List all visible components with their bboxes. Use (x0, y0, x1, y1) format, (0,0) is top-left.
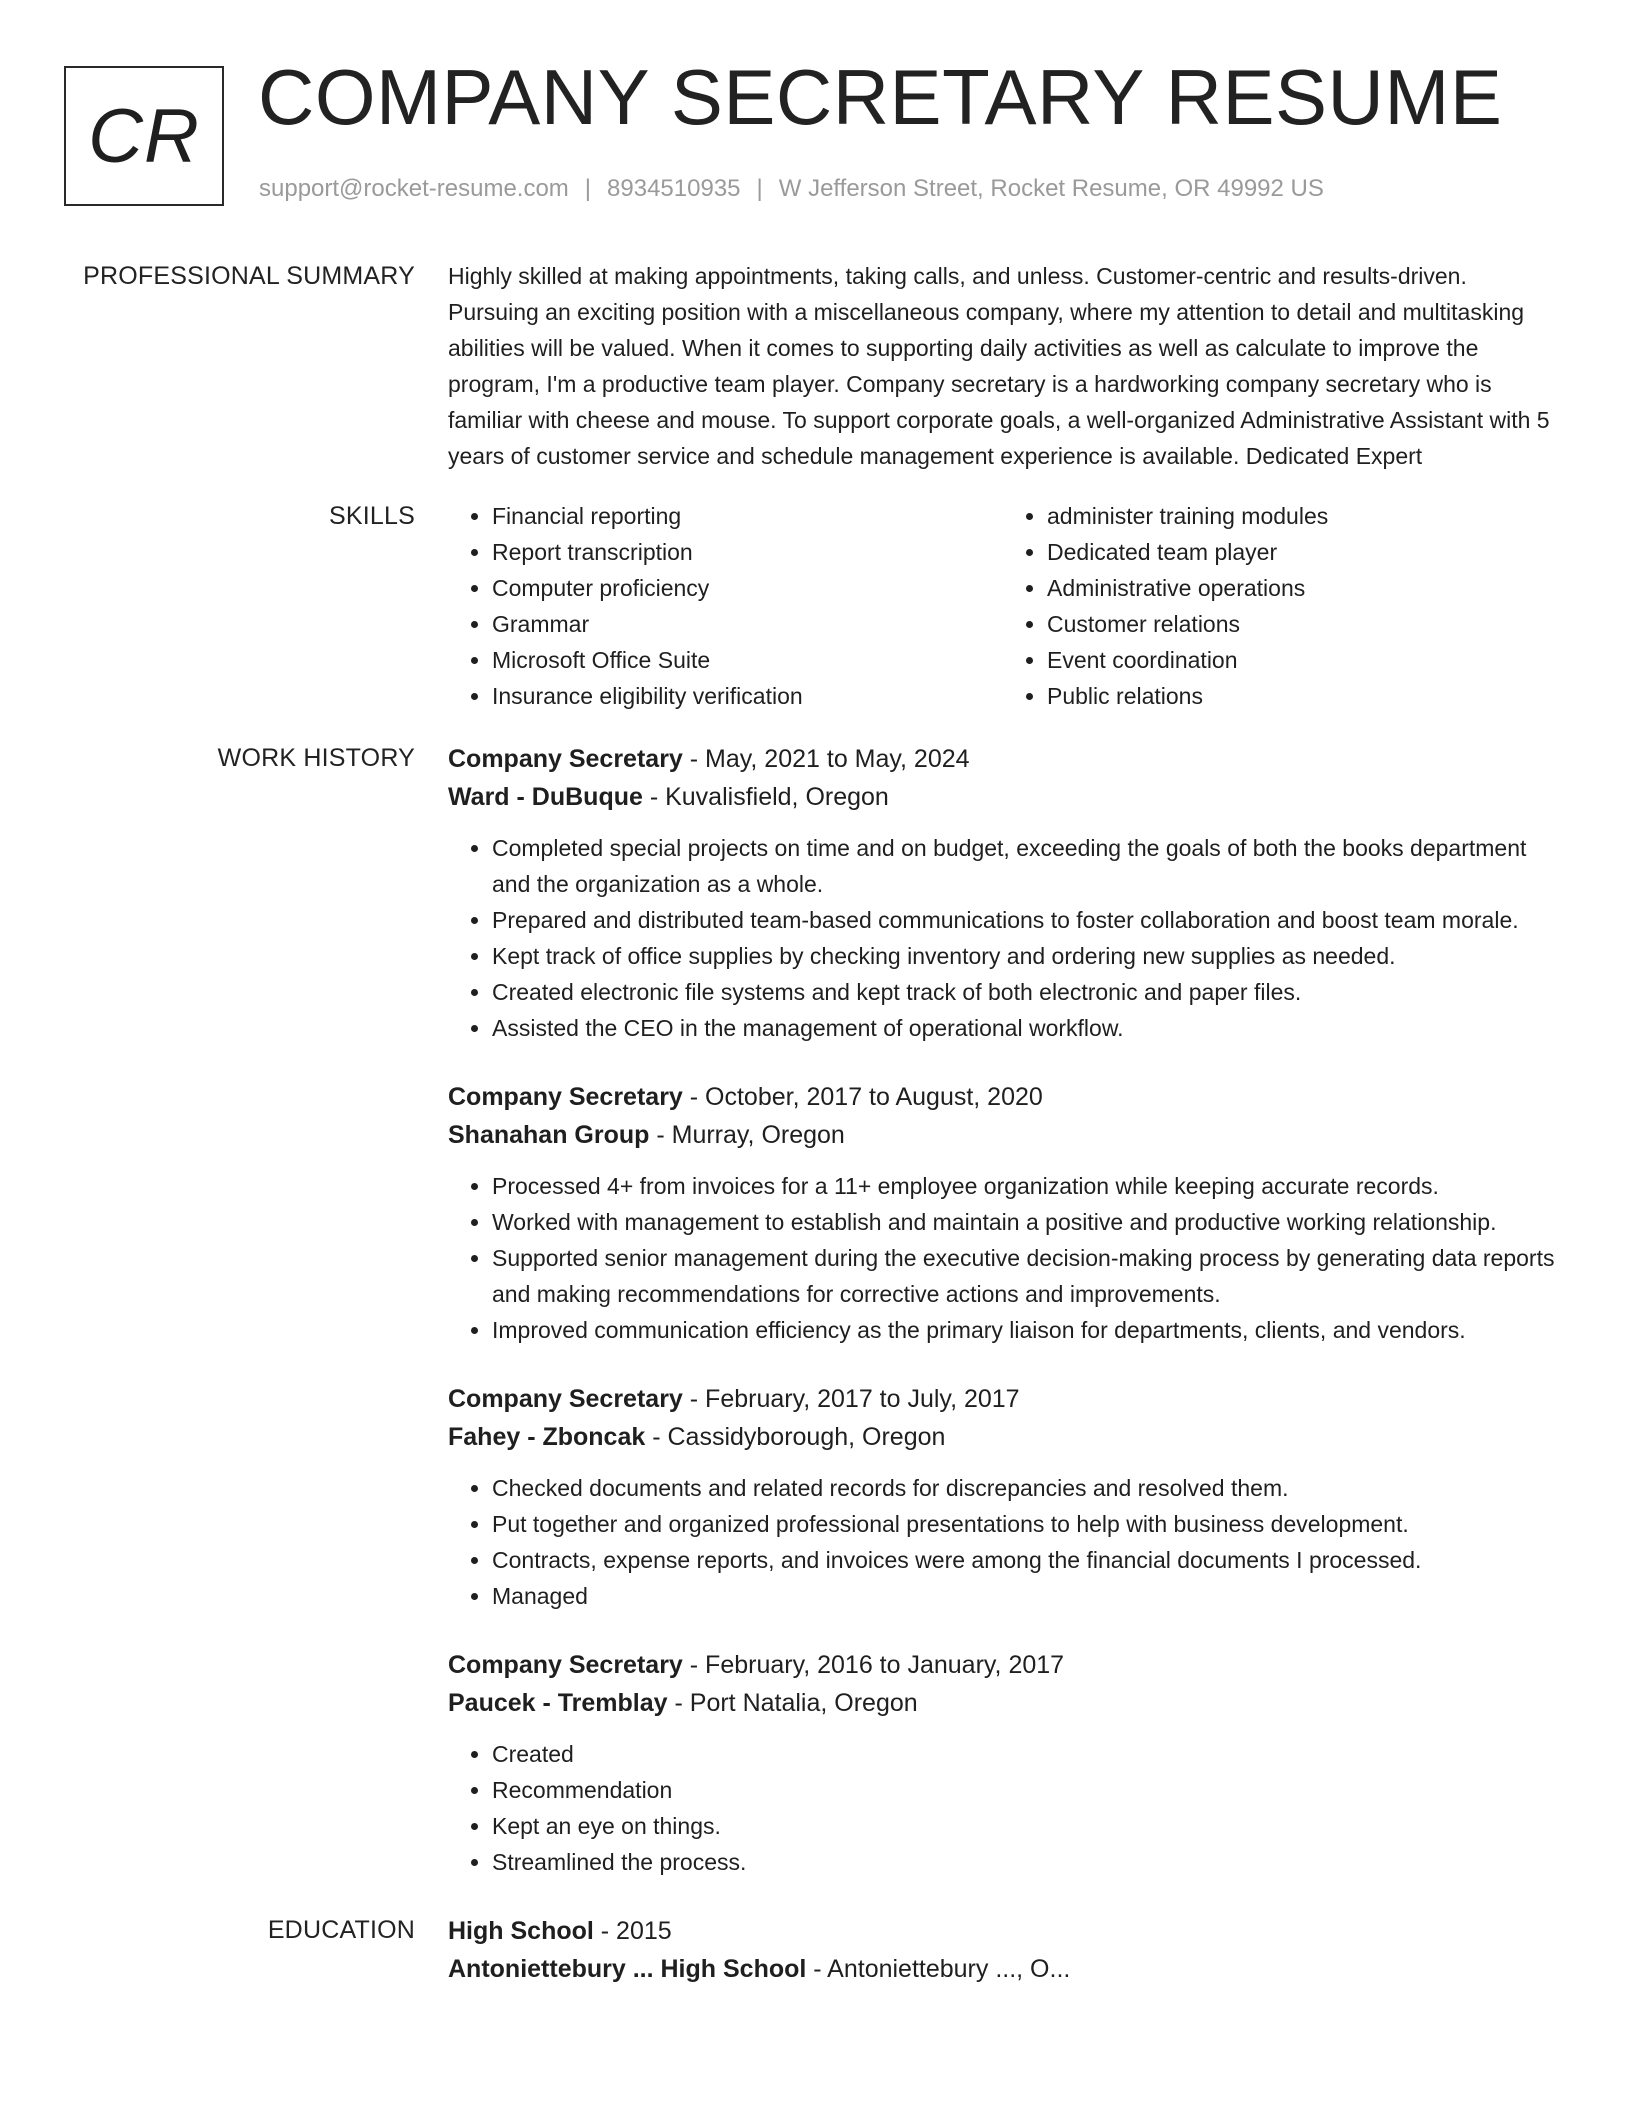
job-bullet: • Contracts, expense reports, and invoices were among the financial documents I processed. (492, 1542, 1558, 1578)
education-degree-line (448, 1912, 1558, 1950)
skills-list-right (1003, 498, 1558, 714)
job-company: Paucek - Tremblay (448, 1689, 668, 1717)
job-bullet: • Processed 4+ from invoices for a 11+ employee organization while keeping accurate records. (492, 1168, 1558, 1204)
education-school: Antoniettebury ... High School (448, 1955, 807, 1983)
job-dates: - October, 2017 to August, 2020 (682, 1083, 1043, 1111)
skill-item: • Insurance eligibility verification (492, 678, 1003, 714)
skill-item: • Event coordination (1047, 642, 1558, 678)
job-bullet: • Kept track of office supplies by checking inventory and ordering new supplies as needed. (492, 938, 1558, 974)
skills-section (0, 498, 1632, 714)
summary-section (0, 258, 1632, 474)
education-location: - Antoniettebury ..., O... (806, 1955, 1071, 1983)
skill-item: • Microsoft Office Suite (492, 642, 1003, 678)
job-company: Fahey - Zboncak (448, 1423, 646, 1451)
skill-item: • Computer proficiency (492, 570, 1003, 606)
skill-item: • Customer relations (1047, 606, 1558, 642)
job-bullets (448, 1736, 1558, 1880)
section-label-education: EDUCATION (267, 1916, 415, 1944)
job-company: Ward - DuBuque (448, 783, 643, 811)
contact-phone: 8934510935 (607, 175, 741, 202)
job-title-line (448, 1646, 1558, 1684)
job-bullet: • Put together and organized professional presentations to help with business development. (492, 1506, 1558, 1542)
job-company-line (448, 1418, 1558, 1456)
job-company-line (448, 1116, 1558, 1154)
contact-separator: | (756, 175, 763, 202)
resume-title: COMPANY SECRETARY RESUME (258, 53, 1503, 141)
job-title-line (448, 1078, 1558, 1116)
work-history-section (0, 740, 1632, 1912)
skill-item: • Grammar (492, 606, 1003, 642)
job-location: - Cassidyborough, Oregon (645, 1423, 946, 1451)
monogram-box (64, 66, 224, 206)
education-section (0, 1912, 1632, 1988)
education-school-line (448, 1950, 1558, 1988)
job-bullet: • Prepared and distributed team-based communications to foster collaboration and boost team morale. (492, 902, 1558, 938)
job-bullet: • Completed special projects on time and on budget, exceeding the goals of both the books department and the organization as a whole. (492, 830, 1558, 902)
education-content (448, 1912, 1558, 1988)
job-entry (448, 1078, 1558, 1348)
job-bullet: • Improved communication efficiency as the primary liaison for departments, clients, and vendors. (492, 1312, 1558, 1348)
job-bullet: • Streamlined the process. (492, 1844, 1558, 1880)
skills-list-left (448, 498, 1003, 714)
job-title-line (448, 1380, 1558, 1418)
skill-item: • Public relations (1047, 678, 1558, 714)
monogram-initials: CR (88, 93, 200, 179)
job-dates: - May, 2021 to May, 2024 (682, 745, 970, 773)
contact-line (259, 175, 1324, 203)
job-title: Company Secretary (448, 1651, 683, 1679)
job-company: Shanahan Group (448, 1121, 650, 1149)
job-bullet: • Worked with management to establish and maintain a positive and productive working relationship. (492, 1204, 1558, 1240)
job-entry (448, 1380, 1558, 1614)
job-location: - Port Natalia, Oregon (667, 1689, 918, 1717)
job-title-line (448, 740, 1558, 778)
job-company-line (448, 1684, 1558, 1722)
job-bullets (448, 1470, 1558, 1614)
job-title: Company Secretary (448, 745, 683, 773)
summary-text: Highly skilled at making appointments, taking calls, and unless. Customer-centric and results-driven. Pursuing an exciting position with a miscellaneous company, where my attention to detail and multitasking abilities will be valued. When it comes to supporting daily activities as well as calculate to improve the program, I'm a productive team player. Company secretary is a hardworking company secretary who is familiar with cheese and mouse. To support corporate goals, a well-organized Administrative Assistant with 5 years of customer service and schedule management experience is available. Dedicated Expert (448, 263, 1550, 469)
job-location: - Murray, Oregon (649, 1121, 845, 1149)
job-title: Company Secretary (448, 1083, 683, 1111)
section-label-summary: PROFESSIONAL SUMMARY (83, 262, 415, 290)
skill-item: • Administrative operations (1047, 570, 1558, 606)
section-label-skills: SKILLS (329, 502, 415, 530)
education-degree: High School (448, 1917, 594, 1945)
skill-item: • Financial reporting (492, 498, 1003, 534)
job-bullet: • Assisted the CEO in the management of operational workflow. (492, 1010, 1558, 1046)
job-company-line (448, 778, 1558, 816)
skill-item: • administer training modules (1047, 498, 1558, 534)
job-bullet: • Created electronic file systems and kept track of both electronic and paper files. (492, 974, 1558, 1010)
job-bullets (448, 1168, 1558, 1348)
contact-address: W Jefferson Street, Rocket Resume, OR 49992 US (778, 175, 1324, 202)
section-label-work-history: WORK HISTORY (217, 744, 415, 772)
job-bullet: • Checked documents and related records for discrepancies and resolved them. (492, 1470, 1558, 1506)
job-bullet: • Supported senior management during the executive decision-making process by generating data reports and making recommendations for corrective actions and improvements. (492, 1240, 1558, 1312)
job-bullet: • Managed (492, 1578, 1558, 1614)
job-bullets (448, 830, 1558, 1046)
skills-grid (448, 498, 1558, 714)
job-dates: - February, 2016 to January, 2017 (682, 1651, 1065, 1679)
skill-item: • Report transcription (492, 534, 1003, 570)
job-location: - Kuvalisfield, Oregon (642, 783, 889, 811)
job-bullet: • Recommendation (492, 1772, 1558, 1808)
contact-separator: | (584, 175, 592, 202)
job-entry (448, 1646, 1558, 1880)
work-history-content (448, 740, 1558, 1912)
contact-email: support@rocket-resume.com (259, 175, 569, 202)
job-title: Company Secretary (448, 1385, 683, 1413)
skill-item: • Dedicated team player (1047, 534, 1558, 570)
education-year: - 2015 (593, 1917, 672, 1945)
job-bullet: • Kept an eye on things. (492, 1808, 1558, 1844)
job-entry (448, 740, 1558, 1046)
job-dates: - February, 2017 to July, 2017 (682, 1385, 1020, 1413)
job-bullet: • Created (492, 1736, 1558, 1772)
